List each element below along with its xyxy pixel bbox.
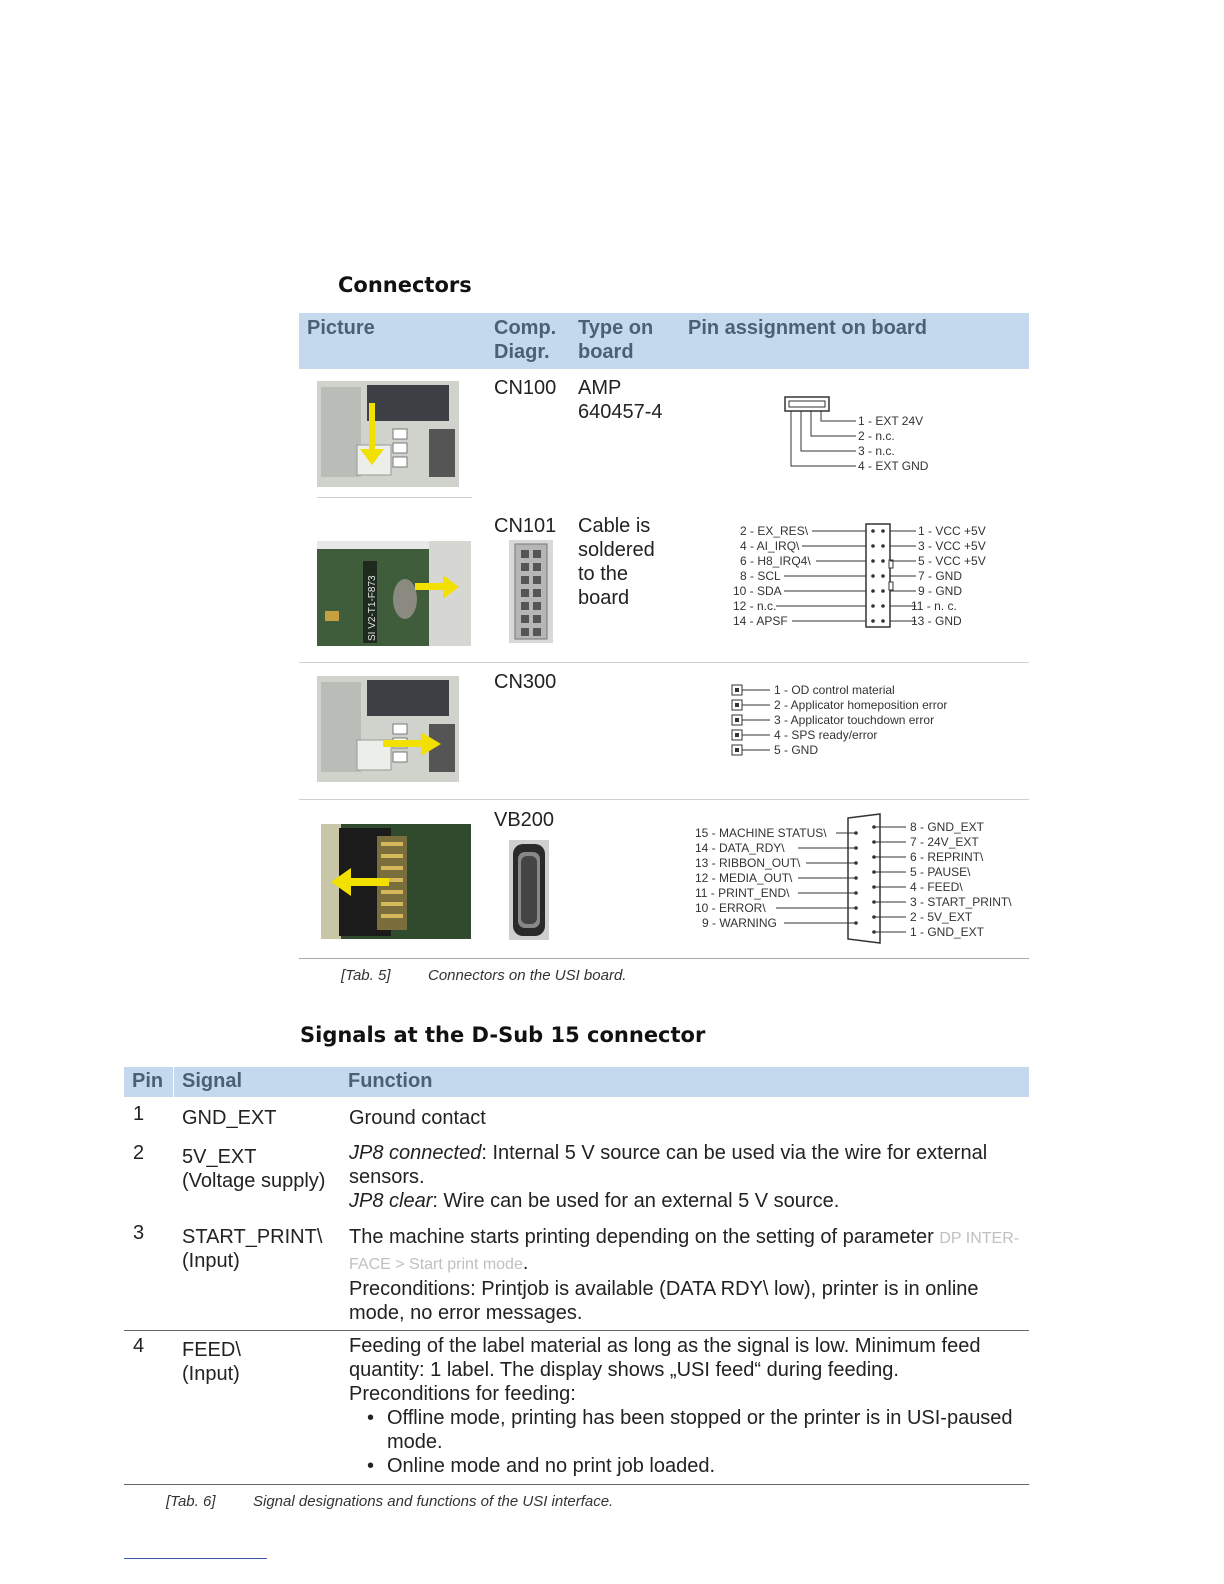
connectors-title: Connectors (338, 273, 472, 297)
cn100-comp: CN100 (494, 377, 557, 399)
connector-hole (521, 628, 529, 636)
signals-table-header (124, 1067, 1029, 1097)
vb200-right-pin-1: 1 - GND_EXT (910, 925, 985, 939)
pin-dot (872, 560, 875, 563)
pin-square-center (736, 719, 739, 722)
cn101-pin-diagram (730, 520, 1000, 632)
header-pin-assignment: Pin assignment on board (688, 317, 927, 339)
signal-4-sub: (Input) (182, 1363, 240, 1385)
pin-dot (855, 832, 858, 835)
vb200-left-pin-14: 14 - DATA_RDY\ (695, 841, 785, 855)
cn100-pin-4: 4 - EXT GND (858, 459, 929, 473)
tab5-caption-number: [Tab. 5] (341, 967, 391, 984)
pin-dot (855, 847, 858, 850)
tab5-caption-text: Connectors on the USI board. (428, 967, 627, 984)
signal-4-bullet-1-line1: Offline mode, printing has been stopped or the printer is in USI-paused (387, 1407, 1013, 1429)
connector-hole (521, 589, 529, 597)
pin-dot (855, 892, 858, 895)
cn101-left-pin-2: 2 - EX_RES\ (740, 524, 809, 538)
cn300-pin-3: 3 - Applicator touchdown error (774, 713, 935, 727)
signal-3-param-1: DP INTER- (939, 1230, 1020, 1247)
cn101-right-pin-1: 1 - VCC +5V (918, 524, 986, 538)
header-type-2: board (578, 341, 634, 363)
cn101-type-1: Cable is (578, 515, 651, 537)
pin-dot (882, 605, 885, 608)
cn100-type-2: 640457-4 (578, 401, 663, 423)
cn300-pin-5: 5 - GND (774, 743, 819, 757)
cn101-right-pin-13: 13 - GND (911, 614, 962, 628)
cn100-photo (317, 381, 459, 487)
signal-4-bullet-1-line2: mode. (387, 1431, 443, 1453)
cn100-type-1: AMP (578, 377, 622, 399)
signal-4-function-line1: Feeding of the label material as long as the signal is low. Minimum feed (349, 1335, 981, 1357)
pin-dot (855, 877, 858, 880)
header-type-1: Type on (578, 317, 654, 339)
connector-hole (533, 563, 541, 571)
header-comp-1: Comp. (494, 317, 557, 339)
pin-dot (872, 590, 875, 593)
signal-4-name: FEED\ (182, 1339, 241, 1361)
pin-dot (872, 545, 875, 548)
vb200-right-pin-6: 6 - REPRINT\ (910, 850, 984, 864)
connector-hole (521, 602, 529, 610)
vb200-right-pin-8: 8 - GND_EXT (910, 820, 985, 834)
cn101-right-pin-5: 5 - VCC +5V (918, 554, 986, 568)
cn300-pin-2: 2 - Applicator homeposition error (774, 698, 948, 712)
pin-dot (882, 560, 885, 563)
cn100-pin-diagram (780, 392, 980, 482)
header-function: Function (348, 1070, 433, 1092)
pin-dot (855, 862, 858, 865)
signal-3-pin: 3 (133, 1222, 145, 1244)
signal-3-function-line4: mode, no error messages. (349, 1302, 583, 1324)
connector-hole (533, 576, 541, 584)
pin-square-center (736, 749, 739, 752)
vb200-connector-photo (509, 840, 549, 940)
signal-2-name: 5V_EXT (182, 1146, 257, 1168)
signal-3-param-end: . (522, 1252, 529, 1274)
cn101-right-pin-3: 3 - VCC +5V (918, 539, 986, 553)
cn300-comp: CN300 (494, 671, 557, 693)
connector-hole (521, 550, 529, 558)
pin-dot (882, 530, 885, 533)
vb200-left-pin-13: 13 - RIBBON_OUT\ (695, 856, 801, 870)
cn100-pin-1: 1 - EXT 24V (858, 414, 924, 428)
pin-dot (855, 922, 858, 925)
cn300-photo (317, 676, 459, 782)
pin-dot (873, 901, 876, 904)
pin-dot (882, 590, 885, 593)
pin-square-center (736, 734, 739, 737)
vb200-left-pin-11: 11 - PRINT_END\ (695, 886, 790, 900)
signals-title: Signals at the D-Sub 15 connector (300, 1023, 706, 1047)
signal-3-sub: (Input) (182, 1250, 240, 1272)
signal-1-function: Ground contact (349, 1107, 486, 1129)
pin-dot (873, 826, 876, 829)
vb200-left-pin-15: 15 - MACHINE STATUS\ (695, 826, 827, 840)
pin-dot (873, 916, 876, 919)
pin-dot (872, 530, 875, 533)
pin-dot (873, 856, 876, 859)
cn101-photo-label: SI V2-T1-F873 (367, 575, 378, 641)
connectors-table-header (299, 313, 1029, 369)
pin-dot (873, 931, 876, 934)
cn101-left-pin-14: 14 - APSF (733, 614, 788, 628)
vb200-left-pin-12: 12 - MEDIA_OUT\ (695, 871, 793, 885)
vb200-right-pin-3: 3 - START_PRINT\ (910, 895, 1012, 909)
signal-1-pin: 1 (133, 1103, 145, 1125)
pin-dot (873, 841, 876, 844)
signal-3-function-line1: The machine starts printing depending on the setting of parameter (349, 1226, 934, 1248)
signal-2-function-line1: : Internal 5 V source can be used via the wire for external (481, 1142, 988, 1164)
signal-1-name: GND_EXT (182, 1107, 277, 1129)
cn101-comp: CN101 (494, 515, 557, 537)
tab6-caption-text: Signal designations and functions of the USI interface. (253, 1493, 614, 1510)
vb200-right-pin-5: 5 - PAUSE\ (910, 865, 971, 879)
tab6-caption-number: [Tab. 6] (166, 1493, 216, 1510)
pin-dot (873, 886, 876, 889)
header-signal: Signal (182, 1070, 243, 1092)
connector-hole (533, 628, 541, 636)
signal-3-param-2: FACE > Start print mode (349, 1256, 523, 1273)
header-comp-2: Diagr. (494, 341, 550, 363)
vb200-right-pin-7: 7 - 24V_EXT (910, 835, 979, 849)
connector-hole (521, 576, 529, 584)
footnote-rule (124, 1558, 267, 1559)
cn101-right-pin-11: 11 - n. c. (911, 599, 957, 613)
cn101-type-4: board (578, 587, 630, 609)
vb200-left-pin-9: 9 - WARNING (702, 916, 777, 930)
vb200-photo (321, 824, 471, 939)
pin-dot (872, 605, 875, 608)
signal-2-function (349, 1141, 1029, 1213)
connector-hole (521, 563, 529, 571)
signal-3-function-line3: Preconditions: Printjob is available (DATA RDY\ low), printer is in online (349, 1278, 979, 1300)
cn101-left-pin-12: 12 - n.c. (733, 599, 777, 613)
cn101-photo (317, 541, 471, 646)
pin-square-center (736, 689, 739, 692)
connector-hole (533, 615, 541, 623)
cn101-connector-photo (509, 540, 553, 643)
pin-dot (882, 620, 885, 623)
signal-4-bullet-2: • Online mode and no print job loaded. (349, 1454, 1029, 1478)
vb200-right-pin-4: 4 - FEED\ (910, 880, 963, 894)
cn101-left-pin-10: 10 - SDA (733, 584, 782, 598)
signal-4-pin: 4 (133, 1335, 145, 1357)
cn100-pin-2: 2 - n.c. (858, 429, 895, 443)
pin-dot (873, 871, 876, 874)
signal-2-function-line3: : Wire can be used for an external 5 V source. (432, 1190, 840, 1212)
pin-dot (872, 620, 875, 623)
signal-2-function-line2: sensors. (349, 1166, 425, 1188)
pin-dot (855, 907, 858, 910)
cn300-pin-1: 1 - OD control material (774, 683, 895, 697)
signal-2-jp8-connected: JP8 connected (349, 1142, 482, 1164)
vb200-right-pin-2: 2 - 5V_EXT (910, 910, 973, 924)
connector-hole (533, 589, 541, 597)
cn300-pin-4: 4 - SPS ready/error (774, 728, 878, 742)
pin-dot (882, 575, 885, 578)
signal-2-sub: (Voltage supply) (182, 1170, 326, 1192)
vb200-pin-diagram (690, 810, 1030, 950)
signal-4-function-line3: Preconditions for feeding: (349, 1383, 576, 1405)
signal-2-jp8-clear: JP8 clear (349, 1190, 433, 1212)
pin-square-center (736, 704, 739, 707)
signal-4-bullet-1: • Offline mode, printing has been stopped or the printer is in USI-paused mode. (349, 1406, 1029, 1454)
vb200-comp: VB200 (494, 809, 555, 831)
pin-dot (872, 575, 875, 578)
cn101-right-pin-9: 9 - GND (918, 584, 963, 598)
vb200-left-pin-10: 10 - ERROR\ (695, 901, 766, 915)
signal-4-function-line2: quantity: 1 label. The display shows „USI feed“ during feeding. (349, 1359, 899, 1381)
cn101-type-2: soldered (578, 539, 655, 561)
cn101-left-pin-6: 6 - H8_IRQ4\ (740, 554, 811, 568)
signal-2-pin: 2 (133, 1142, 145, 1164)
signal-3-function (349, 1225, 1029, 1325)
signal-3-name: START_PRINT\ (182, 1226, 323, 1248)
cn101-right-pin-7: 7 - GND (918, 569, 963, 583)
cn300-pin-diagram (728, 680, 988, 760)
connector-hole (521, 615, 529, 623)
signal-4-bullet-2-line1: Online mode and no print job loaded. (387, 1455, 716, 1477)
cn101-type-3: to the (578, 563, 629, 585)
connector-hole (533, 550, 541, 558)
pin-dot (882, 545, 885, 548)
connector-hole (533, 602, 541, 610)
signal-4-function (349, 1334, 1029, 1478)
cn101-left-pin-4: 4 - AI_IRQ\ (740, 539, 800, 553)
cn100-pin-3: 3 - n.c. (858, 444, 895, 458)
header-pin: Pin (132, 1070, 164, 1092)
header-picture: Picture (307, 317, 375, 339)
cn101-left-pin-8: 8 - SCL (740, 569, 781, 583)
